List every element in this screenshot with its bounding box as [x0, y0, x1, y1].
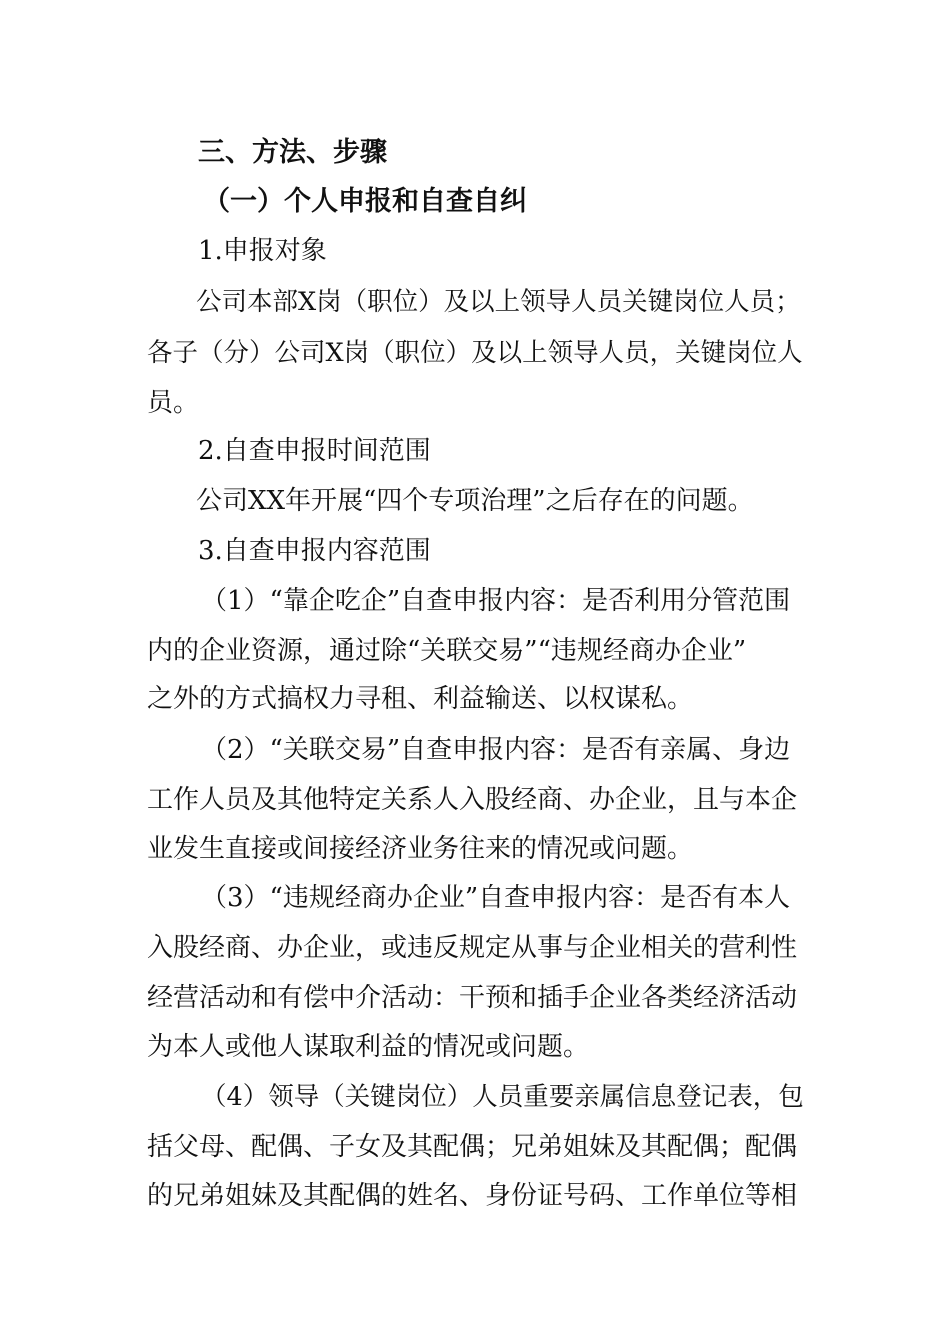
- paragraph-line: 员。: [147, 388, 200, 418]
- paragraph-line: （3）“违规经商办企业”自查申报内容：是否有本人: [201, 883, 791, 913]
- paragraph-line: 公司本部X岗（职位）及以上领导人员关键岗位人员；: [196, 287, 801, 317]
- paragraph-line: 经营活动和有偿中介活动：干预和插手企业各类经济活动: [147, 983, 798, 1013]
- paragraph-line: 括父母、配偶、子女及其配偶；兄弟姐妹及其配偶；配偶: [147, 1132, 798, 1162]
- paragraph-line: 各子（分）公司X岗（职位）及以上领导人员，关键岗位人: [147, 338, 803, 368]
- item-title-2: 2.自查申报时间范围: [198, 436, 431, 466]
- paragraph-line: （4）领导（关键岗位）人员重要亲属信息登记表，包: [201, 1082, 804, 1112]
- paragraph-line: （2）“关联交易”自查申报内容：是否有亲属、身边: [201, 735, 791, 765]
- item-title-1: 1.申报对象: [198, 236, 327, 266]
- paragraph-line: （1）“靠企吃企”自查申报内容：是否利用分管范围: [201, 586, 791, 616]
- paragraph-line: 入股经商、办企业，或违反规定从事与企业相关的营利性: [147, 933, 798, 963]
- subsection-heading: （一）个人申报和自查自纠: [203, 186, 527, 217]
- paragraph-line: 之外的方式搞权力寻租、利益输送、以权谋私。: [147, 684, 694, 714]
- section-heading: 三、方法、步骤: [198, 137, 387, 168]
- item-title-3: 3.自查申报内容范围: [198, 536, 431, 566]
- paragraph-line: 为本人或他人谋取利益的情况或问题。: [147, 1032, 590, 1062]
- paragraph-line: 的兄弟姐妹及其配偶的姓名、身份证号码、工作单位等相: [147, 1181, 798, 1211]
- paragraph-line: 业发生直接或间接经济业务往来的情况或问题。: [147, 834, 694, 864]
- paragraph-line: 公司XX年开展“四个专项治理”之后存在的问题。: [196, 486, 754, 516]
- paragraph-line: 内的企业资源，通过除“关联交易”“违规经商办企业”: [147, 636, 747, 666]
- paragraph-line: 工作人员及其他特定关系人入股经商、办企业，且与本企: [147, 785, 798, 815]
